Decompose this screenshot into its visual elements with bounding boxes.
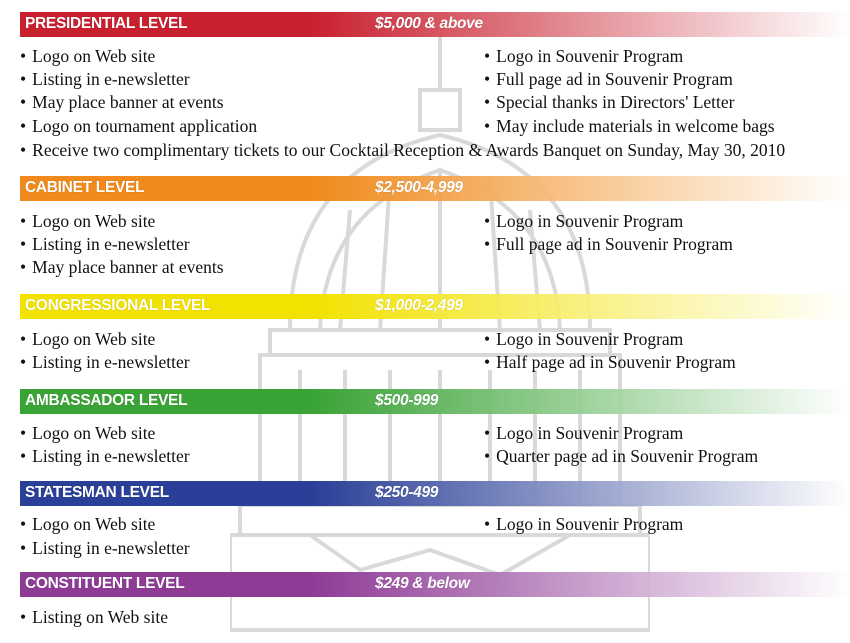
benefit-item: • Full page ad in Souvenir Program — [484, 69, 733, 89]
tier-price: $500-999 — [375, 392, 439, 409]
benefit-item: • Receive two complimentary tickets to our Cocktail Reception & Awards Banquet on Sunday, May 30, 2010 — [20, 140, 785, 160]
benefit-item: • May place banner at events — [20, 92, 224, 112]
tier-header-3 — [20, 389, 850, 414]
benefit-item: • Logo in Souvenir Program — [484, 46, 683, 66]
benefit-item: • Logo on Web site — [20, 423, 155, 443]
benefit-item: • Logo on Web site — [20, 329, 155, 349]
tier-header-0 — [20, 12, 850, 37]
tier-price: $5,000 & above — [375, 15, 483, 32]
benefit-item: • Quarter page ad in Souvenir Program — [484, 446, 758, 466]
benefit-item: • Listing in e-newsletter — [20, 69, 190, 89]
benefit-item: • Logo on tournament application — [20, 116, 257, 136]
benefit-item: • Logo in Souvenir Program — [484, 211, 683, 231]
benefit-item: • Logo in Souvenir Program — [484, 514, 683, 534]
tier-header-4 — [20, 481, 850, 506]
benefit-item: • Logo on Web site — [20, 514, 155, 534]
tier-header-5 — [20, 572, 850, 597]
benefit-item: • Listing on Web site — [20, 607, 168, 627]
benefit-item: • Logo in Souvenir Program — [484, 423, 683, 443]
benefit-item: • Listing in e-newsletter — [20, 234, 190, 254]
benefit-item: • Special thanks in Directors' Letter — [484, 92, 735, 112]
tier-name: AMBASSADOR LEVEL — [25, 392, 188, 409]
tier-name: CONGRESSIONAL LEVEL — [25, 297, 211, 314]
tier-header-1 — [20, 176, 850, 201]
tier-name: STATESMAN LEVEL — [25, 484, 169, 501]
benefit-item: • Logo on Web site — [20, 46, 155, 66]
tier-price: $2,500-4,999 — [375, 179, 463, 196]
benefit-item: • Listing in e-newsletter — [20, 446, 190, 466]
benefit-item: • Full page ad in Souvenir Program — [484, 234, 733, 254]
tier-price: $250-499 — [375, 484, 439, 501]
tier-name: CONSTITUENT LEVEL — [25, 575, 185, 592]
benefit-item: • Logo on Web site — [20, 211, 155, 231]
benefit-item: • May include materials in welcome bags — [484, 116, 775, 136]
benefit-item: • May place banner at events — [20, 257, 224, 277]
benefit-item: • Listing in e-newsletter — [20, 538, 190, 558]
tier-name: PRESIDENTIAL LEVEL — [25, 15, 188, 32]
tier-header-2 — [20, 294, 850, 319]
tier-name: CABINET LEVEL — [25, 179, 145, 196]
tier-price: $249 & below — [375, 575, 470, 592]
benefit-item: • Half page ad in Souvenir Program — [484, 352, 736, 372]
benefit-item: • Logo in Souvenir Program — [484, 329, 683, 349]
benefit-item: • Listing in e-newsletter — [20, 352, 190, 372]
tier-price: $1,000-2,499 — [375, 297, 463, 314]
